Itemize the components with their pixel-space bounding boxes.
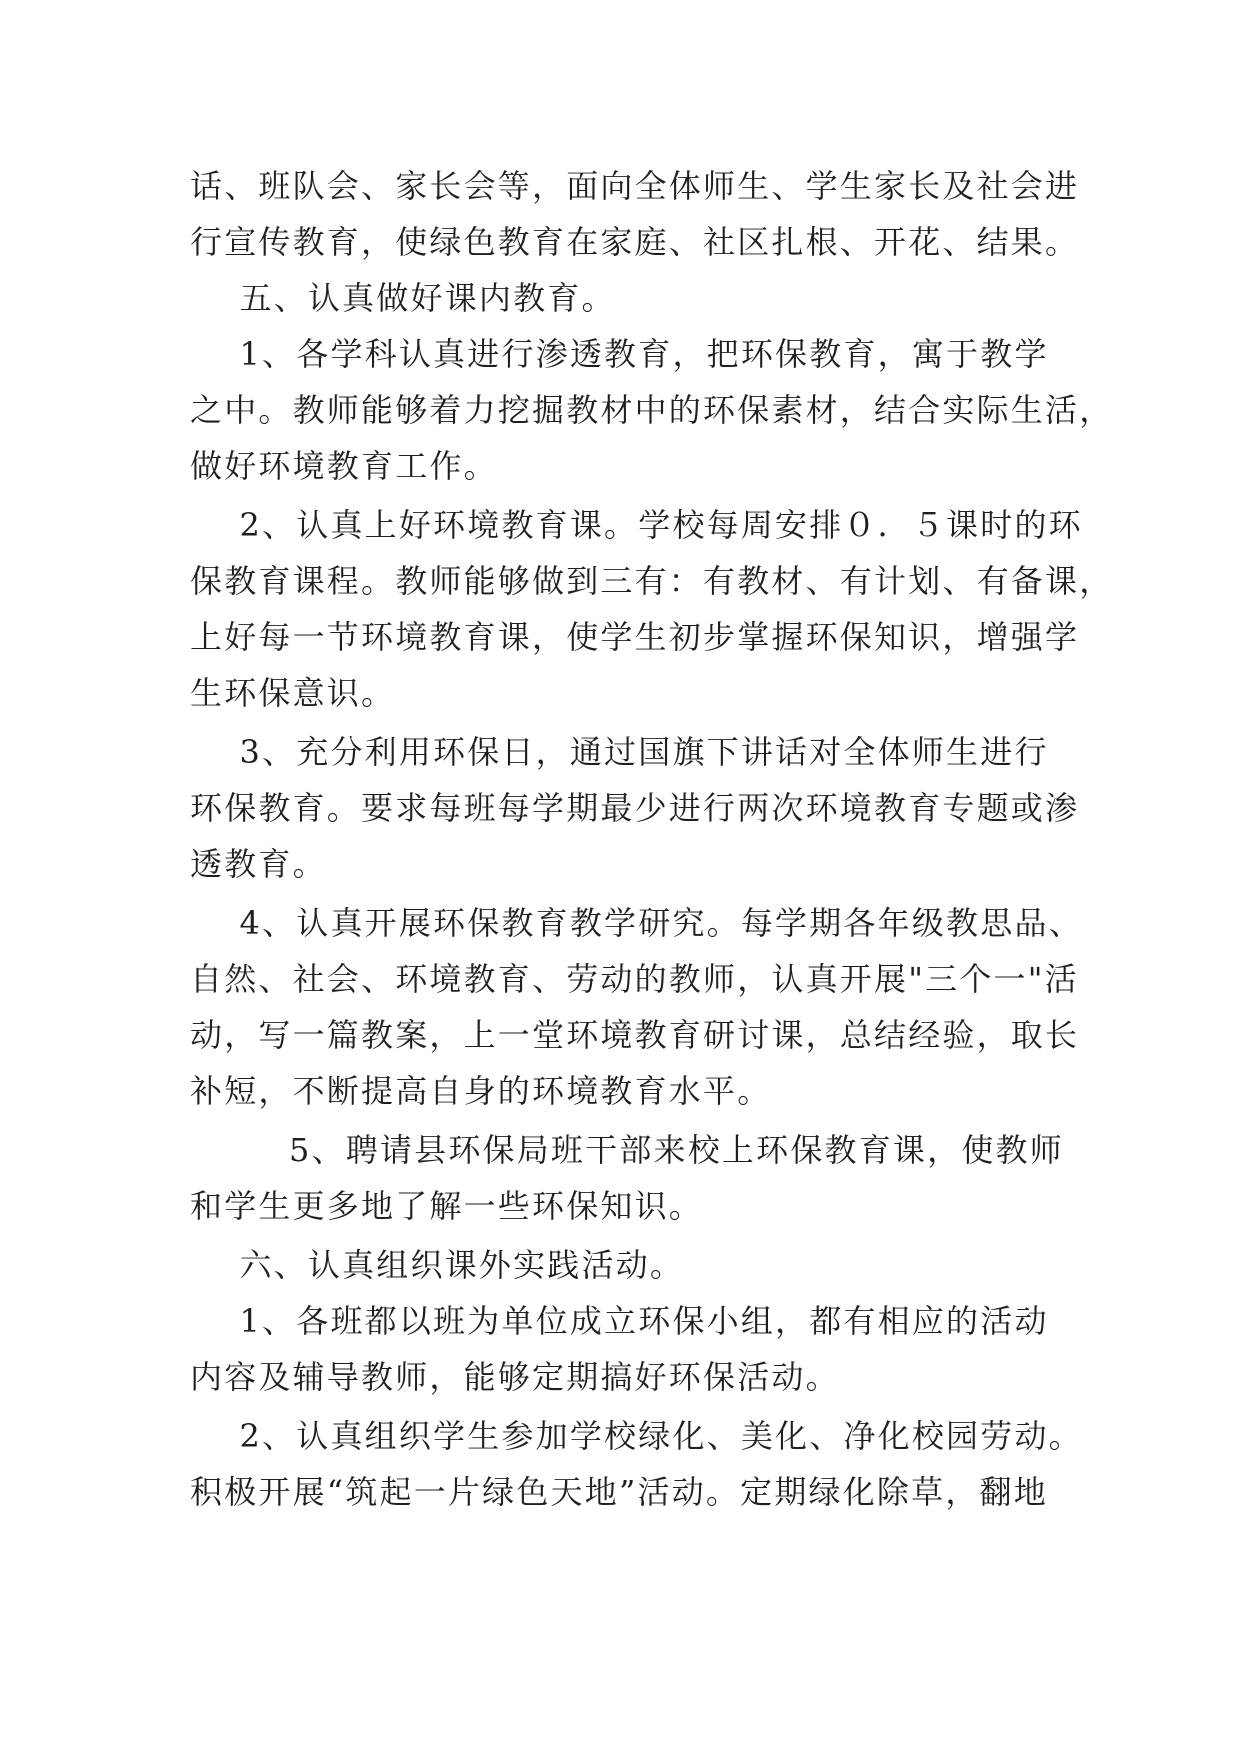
section-heading: 五、认真做好课内教育。 <box>190 279 616 317</box>
text-line: 生环保意识。 <box>190 674 396 712</box>
text-line: 动，写一篇教案，上一堂环境教育研讨课，总结经验，取长 <box>190 1016 1080 1054</box>
text-line: 内容及辅导教师，能够定期搞好环保活动。 <box>190 1358 840 1396</box>
text-line: 1、各班都以班为单位成立环保小组，都有相应的活动 <box>190 1302 1049 1340</box>
text-line: 做好环境教育工作。 <box>190 447 498 485</box>
text-line: 透教育。 <box>190 845 327 883</box>
text-line: 2、认真上好环境教育课。学校每周安排０．５课时的环 <box>190 506 1083 544</box>
text-line: 上好每一节环境教育课，使学生初步掌握环保知识，增强学 <box>190 618 1080 656</box>
text-line: 之中。教师能够着力挖掘教材中的环保素材，结合实际生活， <box>190 391 1114 429</box>
text-line: 和学生更多地了解一些环保知识。 <box>190 1187 704 1225</box>
text-line: 话、班队会、家长会等，面向全体师生、学生家长及社会进 <box>190 167 1080 205</box>
text-line: 1、各学科认真进行渗透教育，把环保教育，寓于教学 <box>190 335 1049 373</box>
text-line: 2、认真组织学生参加学校绿化、美化、净化校园劳动。 <box>190 1417 1083 1455</box>
section-heading: 六、认真组织课外实践活动。 <box>190 1246 685 1284</box>
text-line: 补短，不断提高自身的环境教育水平。 <box>190 1072 772 1110</box>
text-line: 积极开展“筑起一片绿色天地”活动。定期绿化除草，翻地 <box>190 1473 1048 1511</box>
text-line: 5、聘请县环保局班干部来校上环保教育课，使教师 <box>190 1131 1064 1169</box>
text-line: 保教育课程。教师能够做到三有：有教材、有计划、有备课， <box>190 562 1114 600</box>
text-line: 4、认真开展环保教育教学研究。每学期各年级教思品、 <box>190 904 1083 942</box>
text-line: 3、充分利用环保日，通过国旗下讲话对全体师生进行 <box>190 733 1049 771</box>
text-line: 行宣传教育，使绿色教育在家庭、社区扎根、开花、结果。 <box>190 223 1080 261</box>
text-line: 自然、社会、环境教育、劳动的教师，认真开展"三个一"活 <box>190 960 1079 998</box>
text-line: 环保教育。要求每班每学期最少进行两次环境教育专题或渗 <box>190 789 1080 827</box>
